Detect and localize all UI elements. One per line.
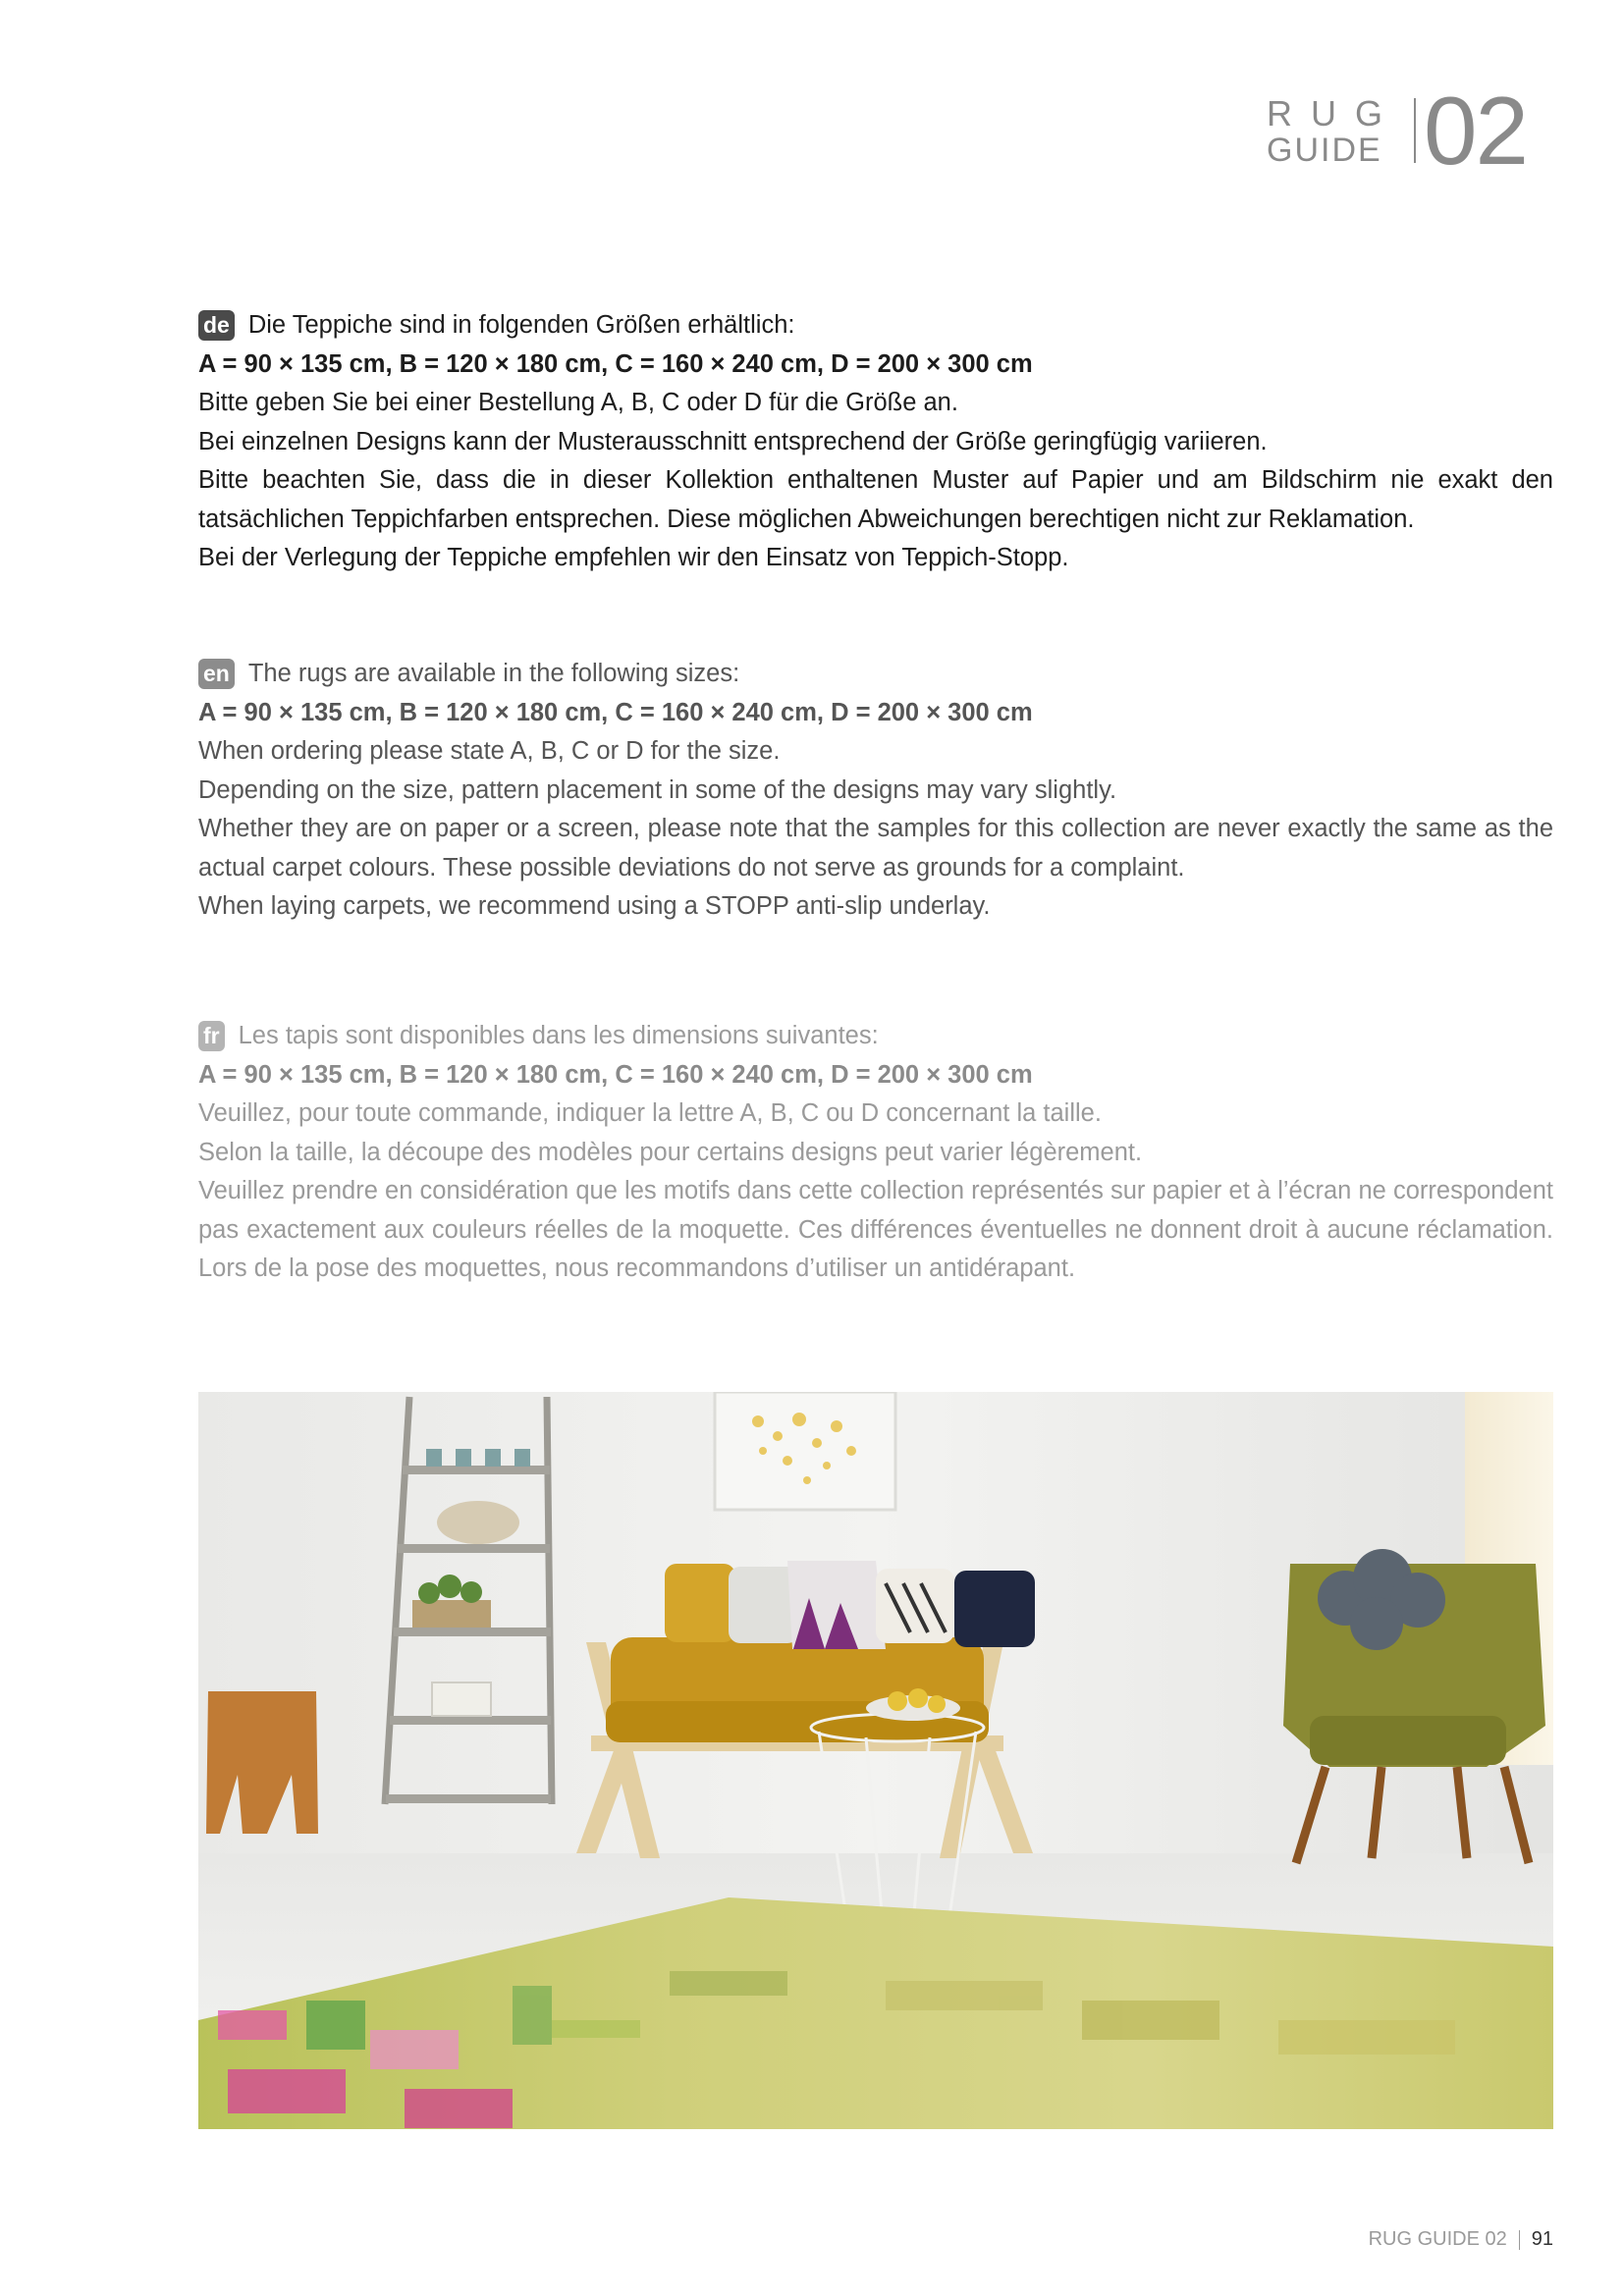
text-line: When laying carpets, we recommend using a STOPP anti-slip underlay.: [198, 892, 991, 920]
text-line: Bei einzelnen Designs kann der Musterausschnitt entsprechend der Größe geringfügig variieren.: [198, 427, 1268, 455]
intro-de: Die Teppiche sind in folgenden Größen erhältlich:: [247, 311, 795, 339]
language-badge-fr: fr: [198, 1021, 225, 1051]
text-line: Depending on the size, pattern placement in some of the designs may vary slightly.: [198, 775, 1117, 804]
living-room-photo: [198, 1392, 1553, 2129]
intro-fr: Les tapis sont disponibles dans les dimensions suivantes:: [238, 1022, 879, 1049]
sizes-en: A = 90 × 135 cm, B = 120 × 180 cm, C = 160 × 240 cm, D = 200 × 300 cm: [198, 698, 1033, 726]
text-line: Veuillez, pour toute commande, indiquer la lettre A, B, C ou D concernant la taille.: [198, 1099, 1102, 1127]
text-line: Bitte geben Sie bei einer Bestellung A, B, C oder D für die Größe an.: [198, 389, 958, 416]
language-badge-de: de: [198, 310, 235, 341]
section-en: [198, 655, 1553, 927]
intro-en: The rugs are available in the following sizes:: [247, 660, 740, 687]
text-line: Selon la taille, la découpe des modèles pour certains designs peut varier légèrement.: [198, 1138, 1143, 1166]
page-footer: [1369, 2228, 1553, 2251]
sizes-de: A = 90 × 135 cm, B = 120 × 180 cm, C = 160 × 240 cm, D = 200 × 300 cm: [198, 349, 1033, 378]
text-line: Bei der Verlegung der Teppiche empfehlen wir den Einsatz von Teppich-Stopp.: [198, 544, 1069, 571]
sizes-fr: A = 90 × 135 cm, B = 120 × 180 cm, C = 160 × 240 cm, D = 200 × 300 cm: [198, 1060, 1033, 1089]
text-line: Veuillez prendre en considération que les motifs dans cette collection représentés sur papier et à l’écran ne correspondent pas exactement aux couleurs réelles de la moquette. Ces différences éventuelles ne donnent droit à aucune réclamation. Lors de la pose des moquettes, nous recommandons d’utiliser un antidérapant.: [198, 1177, 1553, 1282]
brand-bottom: GUIDE: [1267, 132, 1382, 169]
living-room-illustration: [198, 1392, 1553, 2129]
page-number: 91: [1531, 2228, 1553, 2250]
section-de: [198, 306, 1553, 578]
language-badge-en: en: [198, 659, 235, 689]
text-line: Bitte beachten Sie, dass die in dieser Kollektion enthaltenen Muster auf Papier und am Bildschirm nie exakt den tatsächlichen Teppichfarben entsprechen. Diese möglichen Abweichungen berechtigen nicht zur Reklamation.: [198, 466, 1553, 533]
brand-divider: [1414, 98, 1416, 163]
text-line: Whether they are on paper or a screen, please note that the samples for this collection are never exactly the same as the actual carpet colours. These possible deviations do not serve as grounds for a complaint.: [198, 815, 1553, 881]
brand-top: RUG: [1267, 93, 1401, 133]
footer-divider: [1519, 2230, 1520, 2250]
section-fr: [198, 1017, 1553, 1289]
brand-logo: [1267, 77, 1561, 185]
footer-label: RUG GUIDE 02: [1368, 2228, 1507, 2250]
text-line: When ordering please state A, B, C or D for the size.: [198, 737, 781, 765]
brand-number: 02: [1424, 77, 1528, 185]
